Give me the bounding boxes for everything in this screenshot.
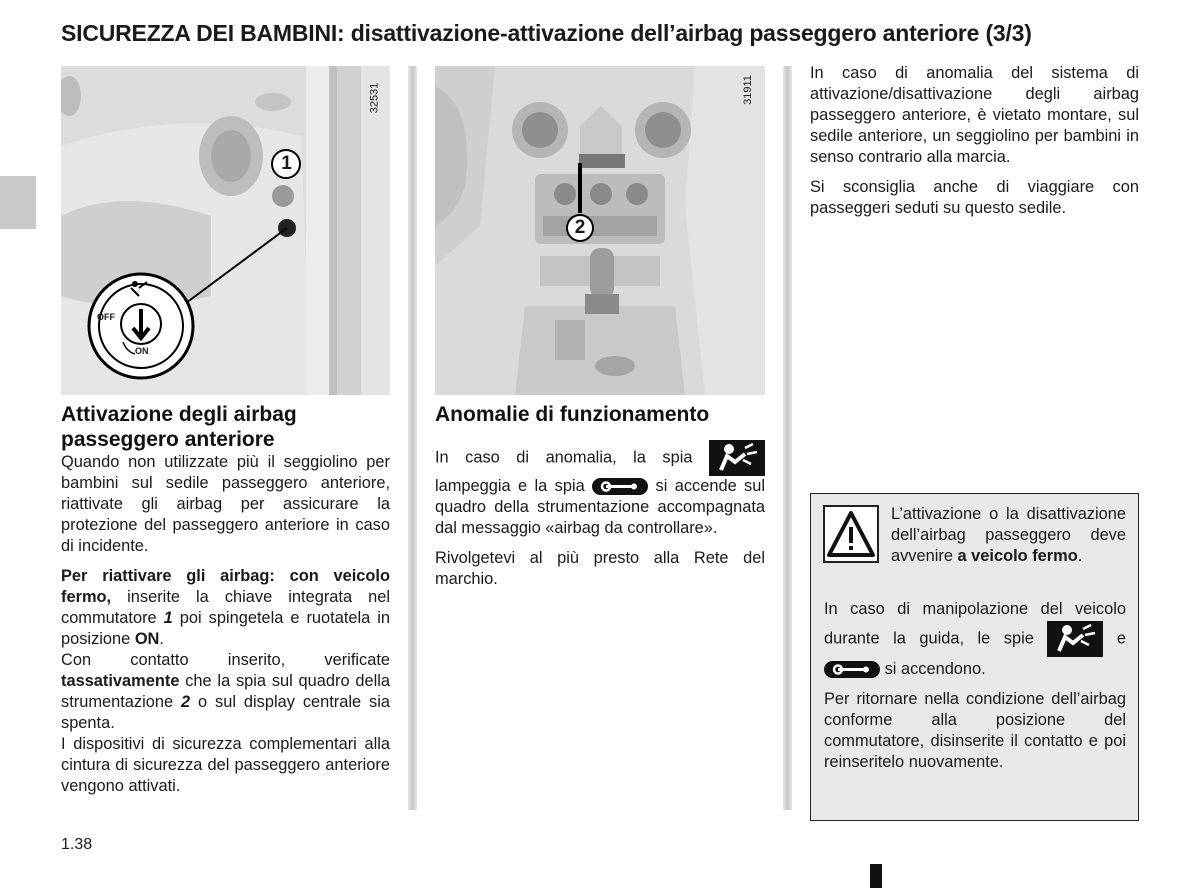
callout-ref: 1 — [163, 609, 173, 627]
column-1-text — [61, 452, 390, 797]
bold-text: ON — [134, 630, 160, 648]
figure-2-callout: 2 — [574, 217, 586, 238]
switch-on-label: ON — [135, 346, 149, 356]
figure-1-callout: 1 — [281, 153, 292, 174]
warning-text-intro — [891, 504, 1126, 567]
chapter-tab — [0, 176, 36, 229]
figure-2-reference-number: 31911 — [741, 75, 754, 105]
text: Con contatto inserito, verificate — [61, 651, 390, 669]
paragraph: In caso di anomalia del sistema di attivazione/disattivazione degli airbag passeggero anteriore, è vietato montare, sul sedile anteriore, un seggiolino per bambini in senso contrario alla marcia. — [810, 64, 1139, 166]
warning-text-body — [824, 597, 1126, 782]
page-number: 1.38 — [61, 836, 93, 853]
switch-off-label: OFF — [97, 312, 115, 322]
section-heading-malfunctions: Anomalie di funzionamento — [435, 403, 710, 426]
bold-text: a veicolo fermo — [957, 547, 1078, 565]
heading-line: passeggero anteriore — [61, 428, 275, 451]
text: o sul display centrale sia spenta. — [61, 693, 391, 732]
figure-airbag-switch — [61, 66, 390, 395]
paragraph — [435, 440, 765, 539]
text: poi spingetela e ruotatela in posizione — [61, 609, 391, 648]
column-3-text — [810, 63, 1139, 228]
text: In caso di anomalia, la spia — [435, 448, 693, 467]
paragraph — [61, 566, 390, 650]
paragraph: Si sconsiglia anche di viaggiare con passeggeri seduti su questo sedile. — [810, 178, 1139, 217]
figure-center-console — [435, 66, 765, 395]
airbag-person-icon — [709, 440, 765, 476]
text: In caso di manipolazione del veicolo durante la guida, le spie — [824, 600, 1126, 648]
wrench-icon — [592, 478, 648, 495]
text: si accendono. — [884, 660, 986, 678]
heading-line: Attivazione degli airbag — [61, 403, 297, 426]
section-heading-activation — [61, 402, 391, 452]
warning-box — [810, 493, 1139, 821]
warning-triangle-icon — [823, 505, 879, 563]
text: L’attivazione o la disattivazione dell’airbag passeggero deve avvenire — [891, 505, 1126, 565]
bold-text: Per riattivare gli airbag: con veicolo fermo, — [61, 567, 390, 606]
column-2-text — [435, 440, 765, 599]
page-edge-marker — [870, 864, 882, 888]
paragraph: Rivolgetevi al più presto alla Rete del marchio. — [435, 549, 765, 588]
paragraph — [61, 650, 390, 734]
text: lampeggia e la spia — [435, 477, 585, 495]
paragraph: I dispositivi di sicurezza complementari alla cintura di sicurezza del passeggero anteriore vengono attivati. — [61, 735, 390, 795]
text: che la spia sul quadro della strumentazione — [61, 672, 390, 711]
paragraph: Per ritornare nella condizione dell’airbag conforme alla posizione del commutatore, disinserite il contatto e poi reinseritelo nuovamente. — [824, 690, 1126, 771]
figure-1-reference-number: 32531 — [368, 82, 381, 114]
center-console-illustration — [435, 66, 765, 395]
text: . — [159, 630, 164, 648]
wrench-icon — [824, 661, 880, 678]
airbag-person-icon — [1047, 621, 1103, 657]
text: . — [1077, 547, 1083, 565]
page-title: SICUREZZA DEI BAMBINI: disattivazione-attivazione dell’airbag passeggero anteriore (3/3) — [61, 20, 1032, 46]
callout-ref: 2 — [180, 693, 191, 711]
dashboard-side-illustration — [61, 66, 390, 395]
column-separator — [408, 66, 417, 810]
column-separator — [783, 66, 792, 810]
text: si accende sul quadro della strumentazione accompagnata dal messaggio «airbag da controllare». — [435, 477, 766, 537]
paragraph — [824, 597, 1126, 681]
bold-text: tassativamente — [61, 672, 180, 690]
paragraph — [891, 504, 1126, 567]
text: inserite la chiave integrata nel commutatore — [61, 588, 390, 627]
paragraph: Quando non utilizzate più il seggiolino per bambini sul sedile passeggero anteriore, riattivate gli airbag per assicurare la protezione del passeggero anteriore in caso di incidente. — [61, 453, 390, 555]
text: e — [1116, 629, 1127, 648]
